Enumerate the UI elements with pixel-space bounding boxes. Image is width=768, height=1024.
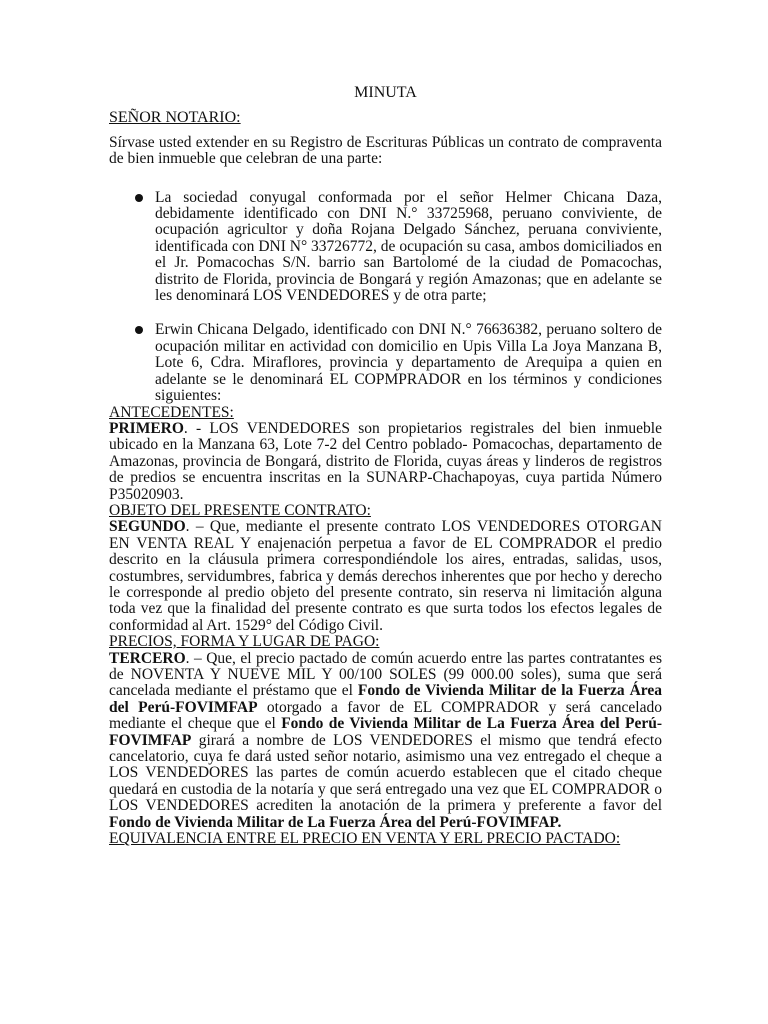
party-text: La sociedad conyugal conformada por el señor Helmer Chicana Daza, debidamente identificado con DNI N.° 33725968, peruano conviviente, de ocupación agricultor y doña Rojana Delgado Sánchez, peruana conviviente, identificada con DNI N° 33726772, de ocupación su casa, ambos domiciliados en el Jr. Pomacochas S/N. barrio san Bartolomé de la ciudad de Pomacochas, distrito de Florida, provincia de Bongará y región Amazonas; que en adelante se les denominará LOS VENDEDORES y de otra parte; (155, 188, 662, 305)
clause-text: . - LOS VENDEDORES son propietarios registrales del bien inmueble ubicado en la Manzana 63, Lote 7-2 del Centro poblado- Pomacochas, departamento de Amazonas, provincia de Bongará, distrito de Florida, cuyas áreas y linderos de registros de predios se encuentra inscritas en la SUNARP-Chachapoyas, cuya partida Número P35020903. (109, 419, 662, 503)
section-heading-objeto: OBJETO DEL PRESENTE CONTRATO: (109, 501, 371, 519)
clause-label: TERCERO (109, 649, 186, 667)
clause-bold-text: Fondo de Vivienda Militar de La Fuerza Área del Perú-FOVIMFAP (109, 715, 662, 749)
clause-tercero (109, 651, 662, 831)
party-item-buyer (109, 322, 662, 404)
document-title: MINUTA (354, 84, 417, 101)
salutation: SEÑOR NOTARIO: (109, 109, 241, 127)
clause-text: . – Que, mediante el presente contrato LOS VENDEDORES OTORGAN EN VENTA REAL Y enajenación perpetua a favor de EL COMPRADOR el predio descrito en la cláusula primera correspondiéndole los aires, entradas, salidas, usos, costumbres, servidumbres, fabrica y demás derechos inherentes que por hecho y derecho le corresponde al predio objeto del presente contrato, sin reserva ni limitación alguna toda vez que la finalidad del presente contrato es que surta todos los efectos legales de conformidad al Art. 1529° del Código Civil. (109, 518, 662, 634)
clause-text: girará a nombre de LOS VENDEDORES el mismo que tendrá efecto cancelatorio, cuya fe dará usted señor notario, asimismo una vez entregado el cheque a LOS VENDEDORES las partes de común acuerdo establecen que el citado cheque quedará en custodia de la notaría y que será entregado una vez que EL COMPRADOR o LOS VENDEDORES acrediten la anotación de la primera y preferente a favor del (109, 731, 662, 815)
clause-segundo (109, 519, 662, 634)
bullet-icon (135, 194, 143, 202)
parties-list (109, 190, 662, 405)
clause-text: otorgado a favor de EL COMPRADOR y será cancelado mediante el cheque que el (109, 698, 662, 733)
clause-bold-text: Fondo de Vivienda Militar de La Fuerza Área del Perú-FOVIMFAP. (109, 813, 562, 831)
clause-bold-text: Fondo de Vivienda Militar de la Fuerza Área del Perú-FOVIMFAP (109, 682, 663, 716)
clause-label: SEGUNDO (109, 518, 186, 536)
section-heading-antecedentes: ANTECEDENTES: (109, 403, 234, 421)
clause-label: PRIMERO (109, 419, 184, 437)
clause-text: . – Que, el precio pactado de común acuerdo entre las partes contratantes es de NOVENTA Y NUEVE MIL Y 00/100 SOLES (99 000.00 soles), suma que será cancelada mediante el préstamo que el (109, 649, 662, 700)
clause-primero (109, 421, 662, 503)
section-heading-equivalencia: EQUIVALENCIA ENTRE EL PRECIO EN VENTA Y ERL PRECIO PACTADO: (109, 830, 621, 848)
intro-paragraph: Sírvase usted extender en su Registro de Escrituras Públicas un contrato de compraventa de bien inmueble que celebran de una parte: (109, 133, 662, 168)
party-item-sellers (109, 190, 662, 305)
bullet-icon (135, 326, 143, 334)
section-heading-precios: PRECIOS, FORMA Y LUGAR DE PAGO: (109, 633, 380, 651)
party-text: Erwin Chicana Delgado, identificado con DNI N.° 76636382, peruano soltero de ocupación militar en actividad con domicilio en Upis Villa La Joya Manzana B, Lote 6, Cdra. Miraflores, provincia y departamento de Arequipa a quien en adelante se le denominará EL COPMPRADOR en los términos y condiciones siguientes: (155, 321, 662, 405)
